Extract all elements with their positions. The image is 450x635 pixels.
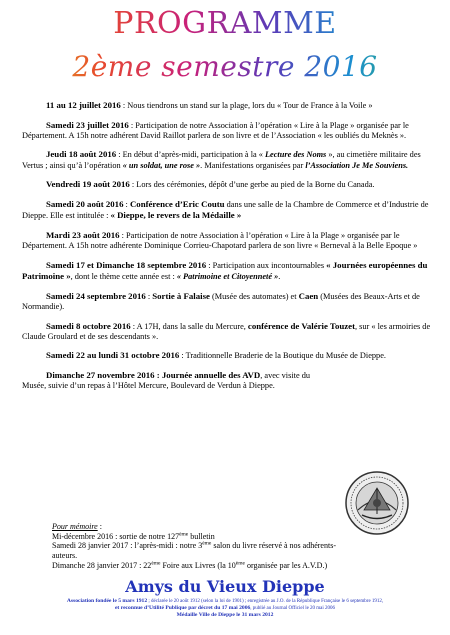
event-item bbox=[22, 321, 434, 343]
memo-heading-suffix: : bbox=[97, 522, 102, 531]
memo-text: Dimanche 28 janvier 2017 : 22 bbox=[52, 560, 152, 570]
event-date: 11 au 12 juillet 2016 bbox=[46, 100, 121, 110]
event-strong: « Dieppe, le revers de la Médaille » bbox=[110, 210, 242, 221]
memo-sup: ème bbox=[151, 560, 161, 567]
event-text: : A 17H, dans la salle du Mercure, bbox=[130, 321, 248, 331]
memo-block bbox=[52, 522, 352, 571]
memo-text: bulletin bbox=[188, 531, 215, 541]
event-strong: « Journées européennes du Patrimoine » bbox=[22, 259, 428, 282]
event-text: : Traditionnelle Braderie de la Boutique du Musée de Dieppe. bbox=[179, 351, 386, 361]
memo-text: salon du livre réservé à nos adhérents-auteurs. bbox=[52, 541, 336, 561]
event-strong: conférence de Valérie Touzet bbox=[247, 320, 356, 331]
event-emphasis: « un soldat, une rose » bbox=[122, 160, 201, 170]
event-emphasis: « Patrimoine et Citoyenneté » bbox=[176, 272, 279, 282]
event-text: , sur « les armoiries de Claude Groulard et de ses descendants ». bbox=[22, 321, 431, 341]
event-text: dans une salle de la Chambre de Commerce et d’Industrie de Dieppe. Elle est intitulée : bbox=[22, 199, 429, 221]
event-text: (Musée des automates) et bbox=[209, 291, 299, 301]
page-subtitle: 2ème semestre 2016 bbox=[0, 50, 450, 84]
event-date: Dimanche 27 novembre 2016 : Journée annuelle des AVD bbox=[46, 370, 261, 381]
memo-text: Foire aux Livres (la 10 bbox=[160, 560, 236, 570]
event-text: », au cimetière militaire des Vertus ; ainsi qu’à l’opération bbox=[22, 150, 421, 170]
memo-line bbox=[52, 541, 352, 560]
memo-heading: Pour mémoire bbox=[52, 522, 98, 531]
footer-strong: et reconnue d’Utilité Publique par décret du 17 mai 2006 bbox=[114, 605, 251, 611]
event-item bbox=[22, 370, 322, 392]
event-date: Samedi 22 au lundi 31 octobre 2016 bbox=[46, 350, 180, 361]
event-text: . bbox=[278, 272, 281, 282]
footer-text: , publié au Journal Officiel le 20 mai 2006 bbox=[250, 606, 336, 611]
event-item bbox=[22, 350, 434, 361]
event-text: : Participation de notre Association à l’opération « Lire à la Plage » organisée par le Département. A 15h notre adhérent David Raillot parlera de son livre et de l’Association « les oubliés du Meknès ». bbox=[22, 120, 409, 140]
event-date: Samedi 8 octobre 2016 bbox=[46, 320, 131, 331]
footer-line bbox=[8, 598, 442, 605]
event-item bbox=[22, 149, 434, 171]
footer-line: Médaille Ville de Dieppe le 31 mars 2012 bbox=[176, 612, 274, 618]
event-date: Samedi 17 et Dimanche 18 septembre 2016 bbox=[46, 259, 207, 270]
association-footer bbox=[8, 598, 442, 619]
event-text: : Participation de notre Association à l’opération « Lire à la Plage » organisée par le Département. A 15h notre adhérente Dominique Corrieu-Chapotard parlera de son livre « Berneval à la Belle Epoque » bbox=[22, 230, 418, 251]
event-date: Samedi 23 juillet 2016 bbox=[46, 119, 129, 130]
footer-text: ; déclarée le 20 août 1912 (selon la loi de 1901) ; enregistrée au J.O. de la République Française le 6 septembre 1912, bbox=[147, 599, 384, 604]
event-date: Mardi 23 août 2016 bbox=[46, 229, 120, 240]
event-emphasis: l’Association Je Me Souviens. bbox=[305, 160, 409, 170]
event-item bbox=[22, 179, 434, 190]
event-item bbox=[22, 100, 434, 111]
event-item bbox=[22, 291, 434, 313]
memo-sup: ème bbox=[202, 540, 212, 547]
event-item bbox=[22, 260, 434, 283]
footer-line bbox=[8, 605, 442, 612]
event-item bbox=[22, 199, 434, 222]
event-date: Vendredi 19 août 2016 bbox=[46, 179, 130, 190]
event-text: , avec visite du Musée, suivie d’un repas à l’Hôtel Mercure, Boulevard de Verdun à Dieppe. bbox=[22, 371, 310, 391]
memo-line bbox=[52, 561, 352, 571]
event-strong: Caen bbox=[298, 290, 319, 301]
event-text: : Nous tiendrons un stand sur la plage, lors du « Tour de France à la Voile » bbox=[120, 101, 373, 110]
memo-text: Samedi 28 janvier 2017 : l’après-midi : notre 3 bbox=[52, 541, 203, 551]
event-text: : Lors des cérémonies, dépôt d’une gerbe au pied de la Borne du Canada. bbox=[129, 180, 375, 190]
event-strong: Sortie à Falaise bbox=[152, 290, 210, 301]
memo-sup: ème bbox=[235, 560, 245, 567]
memo-text: organisée par les A.V.D.) bbox=[244, 560, 328, 570]
event-date: Jeudi 18 août 2016 bbox=[46, 149, 117, 160]
memo-sup: ème bbox=[179, 531, 189, 538]
page-title: PROGRAMME bbox=[0, 6, 450, 42]
footer-strong: Association fondée le 5 mars 1912 bbox=[66, 598, 148, 604]
memo-text: Mi-décembre 2016 : sortie de notre 127 bbox=[52, 531, 180, 541]
event-strong: Conférence d’Eric Coutu bbox=[129, 198, 225, 209]
event-text: : En début d’après-midi, participation à la « bbox=[116, 150, 265, 160]
event-text: : bbox=[123, 199, 130, 209]
event-emphasis: Lecture des Noms bbox=[264, 150, 327, 160]
event-date: Samedi 24 septembre 2016 bbox=[46, 290, 146, 301]
event-text: , dont le thème cette année est : bbox=[70, 272, 177, 282]
event-item bbox=[22, 230, 434, 252]
seal-icon bbox=[344, 470, 410, 536]
event-text: . Manifestations organisées par bbox=[200, 160, 306, 170]
event-text: (Musées des Beaux-Arts et de Normandie). bbox=[22, 291, 420, 311]
event-date: Samedi 20 août 2016 bbox=[46, 198, 124, 209]
event-text: : bbox=[145, 291, 153, 301]
event-list bbox=[22, 100, 434, 400]
event-text: : Participation aux incontournables bbox=[206, 260, 327, 270]
association-name: Amys du Vieux Dieppe bbox=[125, 577, 325, 596]
event-item bbox=[22, 120, 434, 142]
